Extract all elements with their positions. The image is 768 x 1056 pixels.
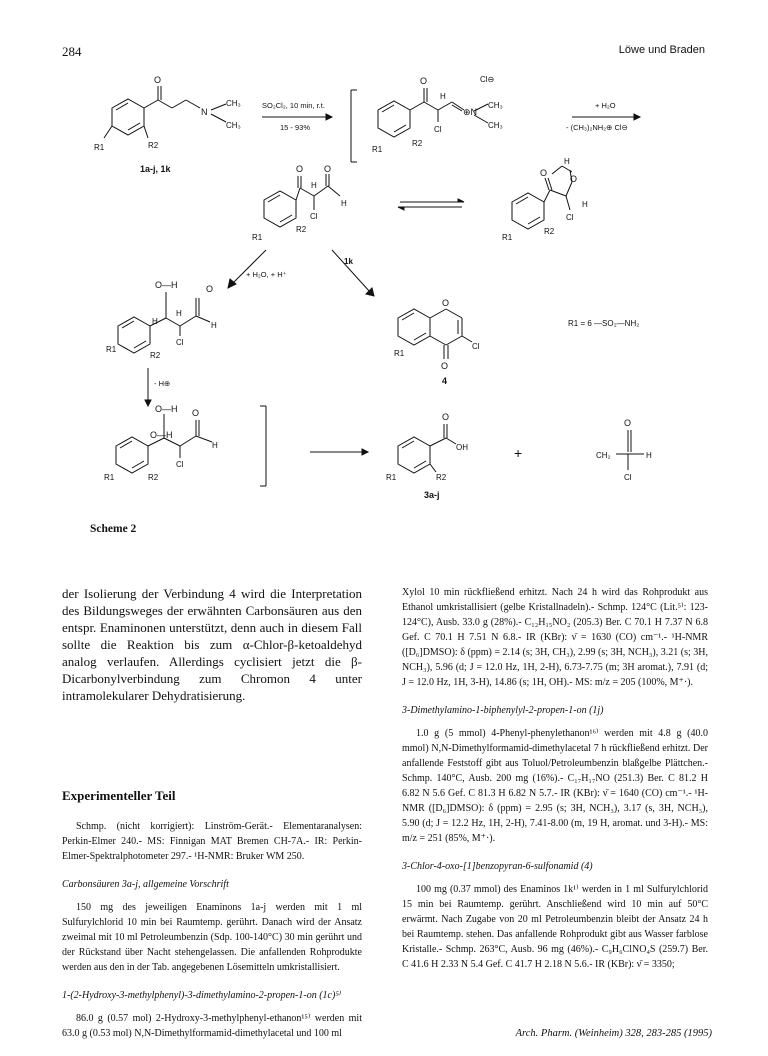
svg-text:R2: R2 [412,139,423,148]
svg-text:H: H [341,199,347,208]
svg-text:OH: OH [456,443,468,452]
svg-text:Cl: Cl [624,473,632,482]
structure-carboxylic-acid [386,412,468,500]
svg-text:⊕N: ⊕N [463,107,478,117]
svg-text:H: H [212,441,218,450]
svg-text:- (CH₃)₂NH₂⊕ Cl⊖: - (CH₃)₂NH₂⊕ Cl⊖ [566,123,628,132]
svg-text:1a-j, 1k: 1a-j, 1k [140,164,171,174]
procedure-1j-paragraph: 1.0 g (5 mmol) 4-Phenyl-phenylethanon¹⁶⁾ werden mit 4.8 g (40.0 mmol) N,N-Dimethylformamid-dimethylacetal 7 h rückfließend erhitzt. Der anfallende Feststoff gibt aus Toluol/Petroleumbenzin blaßgelbe Plättchen.- Schmp. 140°C, Ausb. 200 mg (16%).- C₁₇H₁₇NO (251.3) Ber. C 81.2 H 6.82 N 5.6 Gef. C 81.3 H 6.82 N 5.7.- IR (KBr): ν̄ = 1640 (CO) cm⁻¹.- ¹H-NMR ([D₆]DMSO): δ (ppm) = 2.95 (s; 3H, NCH₃), 3.17 (s, 3H, NCH₃), 5.90 (d; J = 12.2 Hz, 1H, 2-H), 7.41-8.00 (m, 19 H, aromat. und 3-H).- MS: m/z = 251 (85%, M⁺·). [402,728,708,844]
svg-text:H: H [152,317,158,326]
svg-text:R1: R1 [94,143,105,152]
journal-footer: Arch. Pharm. (Weinheim) 328, 283-285 (1995) [515,1028,712,1039]
svg-text:O: O [420,76,428,86]
svg-text:H: H [440,92,446,101]
svg-text:R2: R2 [296,225,307,234]
svg-text:1k: 1k [344,257,353,266]
svg-text:CH₃: CH₃ [488,101,503,110]
svg-text:O: O [624,418,632,428]
structure-ketoaldehyde [252,164,347,242]
svg-text:H: H [564,157,570,166]
left-column [62,585,362,1041]
svg-text:Cl: Cl [176,460,184,469]
svg-text:O: O [540,168,548,178]
intro-paragraph: der Isolierung der Verbindung 4 wird die Interpretation des Bildungsweges der erwähnten Carbonsäuren aus den entspr. Enaminonen unterstützt, denn auch in diesem Fall sollte die Reaktion bis zum α-Chlor-β-ketoaldehyd analog verlaufen. Allerdings cyclisiert jetzt die β-Dicarbonylverbindung zum Chromon 4 unter intramolekularer Dehydratisierung. [62,586,362,703]
svg-text:O: O [154,75,162,85]
svg-text:R1: R1 [104,473,115,482]
right-column [402,585,708,972]
svg-text:O: O [570,174,578,184]
procedure-1c-paragraph: 86.0 g (0.57 mol) 2-Hydroxy-3-methylphenyl-ethanon¹⁵⁾ werden mit 63.0 g (0.53 mol) N,N-Dimethylformamid-dimethylacetal und 100 ml [62,1013,362,1039]
svg-text:O: O [296,164,304,174]
svg-text:N: N [201,107,208,117]
svg-text:CH₃: CH₃ [226,121,241,130]
svg-text:R1: R1 [106,345,117,354]
svg-text:R2: R2 [544,227,555,236]
svg-text:R1: R1 [394,349,405,358]
svg-text:R1: R1 [502,233,513,242]
svg-text:R2: R2 [150,351,161,360]
svg-text:H: H [646,451,652,460]
procedure-4-paragraph: 100 mg (0.37 mmol) des Enaminos 1k¹⁾ werden in 1 ml Sulfurylchlorid 15 min bei Raumtemp. gerührt. Anschließend wird 10 min auf 50°C erwärmt. Nach Zugabe von 20 ml Petroleumbenzin bleibt der Ansatz 24 h bei Raumtemp. stehen. Das anfallende Rohprodukt gibt aus Wasser farblose Kristalle.- Schmp. 263°C, Ausb. 96 mg (46%).- C₉H₆ClNO₄S (259.7) Ber. C 41.6 H 2.33 N 5.4 Gef. C 41.7 H 2.18 N 5.6.- IR (KBr): ν̄ = 3350; [402,884,708,970]
svg-text:O: O [442,412,450,422]
svg-text:CH₃: CH₃ [226,99,241,108]
structure-hydrate [106,280,217,360]
continuation-paragraph: Xylol 10 min rückfließend erhitzt. Nach 24 h wird das Rohprodukt aus Ethanol umkristallisiert (gelbe Kristallnadeln).- Schmp. 124°C (Lit.⁵⁾: 123-124°C), Ausb. 33.0 g (28%).- C₁₂H₁₅NO₂ (205.3) Ber. C 70.1 H 7.37 N 6.8 Gef. C 70.1 H 7.51 N 6.8.- IR (KBr): ν̄ = 1630 (CO) cm⁻¹.- ¹H-NMR ([D₆]DMSO): δ (ppm) = 2.14 (s; 3H, CH₃), 2.99 (s; 3H, NCH₃), 3.21 (s; 3H, NCH₃), 5.96 (d; J = 12.0 Hz, 1H, 2-H), 6.73-7.75 (m; 3H aromat.), 7.91 (d; J = 12.0 Hz, 1H, 3-H), 14.86 (s; 1H, OH).- MS: m/z = 205 (100%, M⁺·). [402,587,708,688]
svg-text:R2: R2 [148,473,159,482]
svg-text:O: O [441,361,449,371]
svg-text:R2: R2 [436,473,447,482]
svg-text:Cl: Cl [472,342,480,351]
svg-text:O—H: O—H [155,280,178,290]
yield-label: 15 - 93% [280,123,311,132]
procedure-paragraph: 150 mg des jeweiligen Enaminons 1a-j werden mit 1 ml Sulfurylchlorid 10 min bei Raumtemp. gerührt. Danach wird der Ansatz zweimal mit 10 ml Petroleumbenzin (Sdp. 100-140°C) 30 min gerührt und der Rückstand über Nacht stehengelassen. Die anfallenden Rohprodukte werden aus den in der Tab. angegebenen Lösemitteln umkristallisiert. [62,902,362,973]
svg-text:H: H [211,321,217,330]
scheme-caption: Scheme 2 [90,523,137,535]
reagent-label: SO₂Cl₂, 10 min, r.t. [262,101,325,110]
reaction-scheme [0,70,768,520]
structure-enaminone [94,75,241,174]
subheading-carbonsaeuren: Carbonsäuren 3a-j, allgemeine Vorschrift [62,879,229,890]
svg-text:H: H [176,309,182,318]
svg-text:R2: R2 [148,141,159,150]
instruments-paragraph: Schmp. (nicht korrigiert): Linström-Gerät.- Elementaranalysen: Perkin-Elmer 240.- MS: Finnigan MAT Bremen CH-7A.- IR: Perkin-Elmer-Spektralphotometer 297.- ¹H-NMR: Bruker WM 250. [62,821,362,862]
svg-text:R1: R1 [386,473,397,482]
svg-text:O: O [442,298,450,308]
subheading-4: 3-Chlor-4-oxo-[1]benzopyran-6-sulfonamid (4) [402,861,593,872]
svg-text:+ H₂O: + H₂O [595,101,616,110]
structure-enol [502,157,588,242]
structure-chloroacetaldehyde [596,418,652,482]
svg-text:O: O [206,284,214,294]
svg-text:Cl: Cl [566,213,574,222]
structure-chromone-4 [394,298,480,386]
svg-text:H: H [582,200,588,209]
svg-text:O: O [324,164,332,174]
svg-text:Cl: Cl [434,125,442,134]
running-header: Löwe und Braden [618,44,705,56]
svg-text:R1: R1 [372,145,383,154]
subheading-1c: 1-(2-Hydroxy-3-methylphenyl)-3-dimethylamino-2-propen-1-on (1c)⁵⁾ [62,990,342,1001]
page-number: 284 [62,44,82,59]
svg-text:Cl⊖: Cl⊖ [480,75,495,84]
svg-text:O—H: O—H [150,430,173,440]
r1-definition: R1 = 6 —SO₂—NH₂ [568,319,640,328]
svg-text:- H⊕: - H⊕ [154,379,171,388]
svg-text:O—H: O—H [155,404,178,414]
svg-text:+: + [514,445,523,461]
section-title: Experimenteller Teil [62,788,176,803]
svg-text:H: H [311,181,317,190]
svg-text:4: 4 [442,376,448,386]
subheading-1j: 3-Dimethylamino-1-biphenylyl-2-propen-1-on (1j) [402,705,604,716]
svg-text:R1: R1 [252,233,263,242]
svg-text:O: O [192,408,200,418]
svg-text:CH₂: CH₂ [596,451,611,460]
svg-text:+ H₂O, + H⁺: + H₂O, + H⁺ [246,270,287,279]
svg-text:3a-j: 3a-j [424,490,440,500]
structure-gem-diol [104,404,266,486]
structure-iminium [372,75,503,154]
svg-text:Cl: Cl [310,212,318,221]
svg-text:Cl: Cl [176,338,184,347]
svg-text:CH₃: CH₃ [488,121,503,130]
